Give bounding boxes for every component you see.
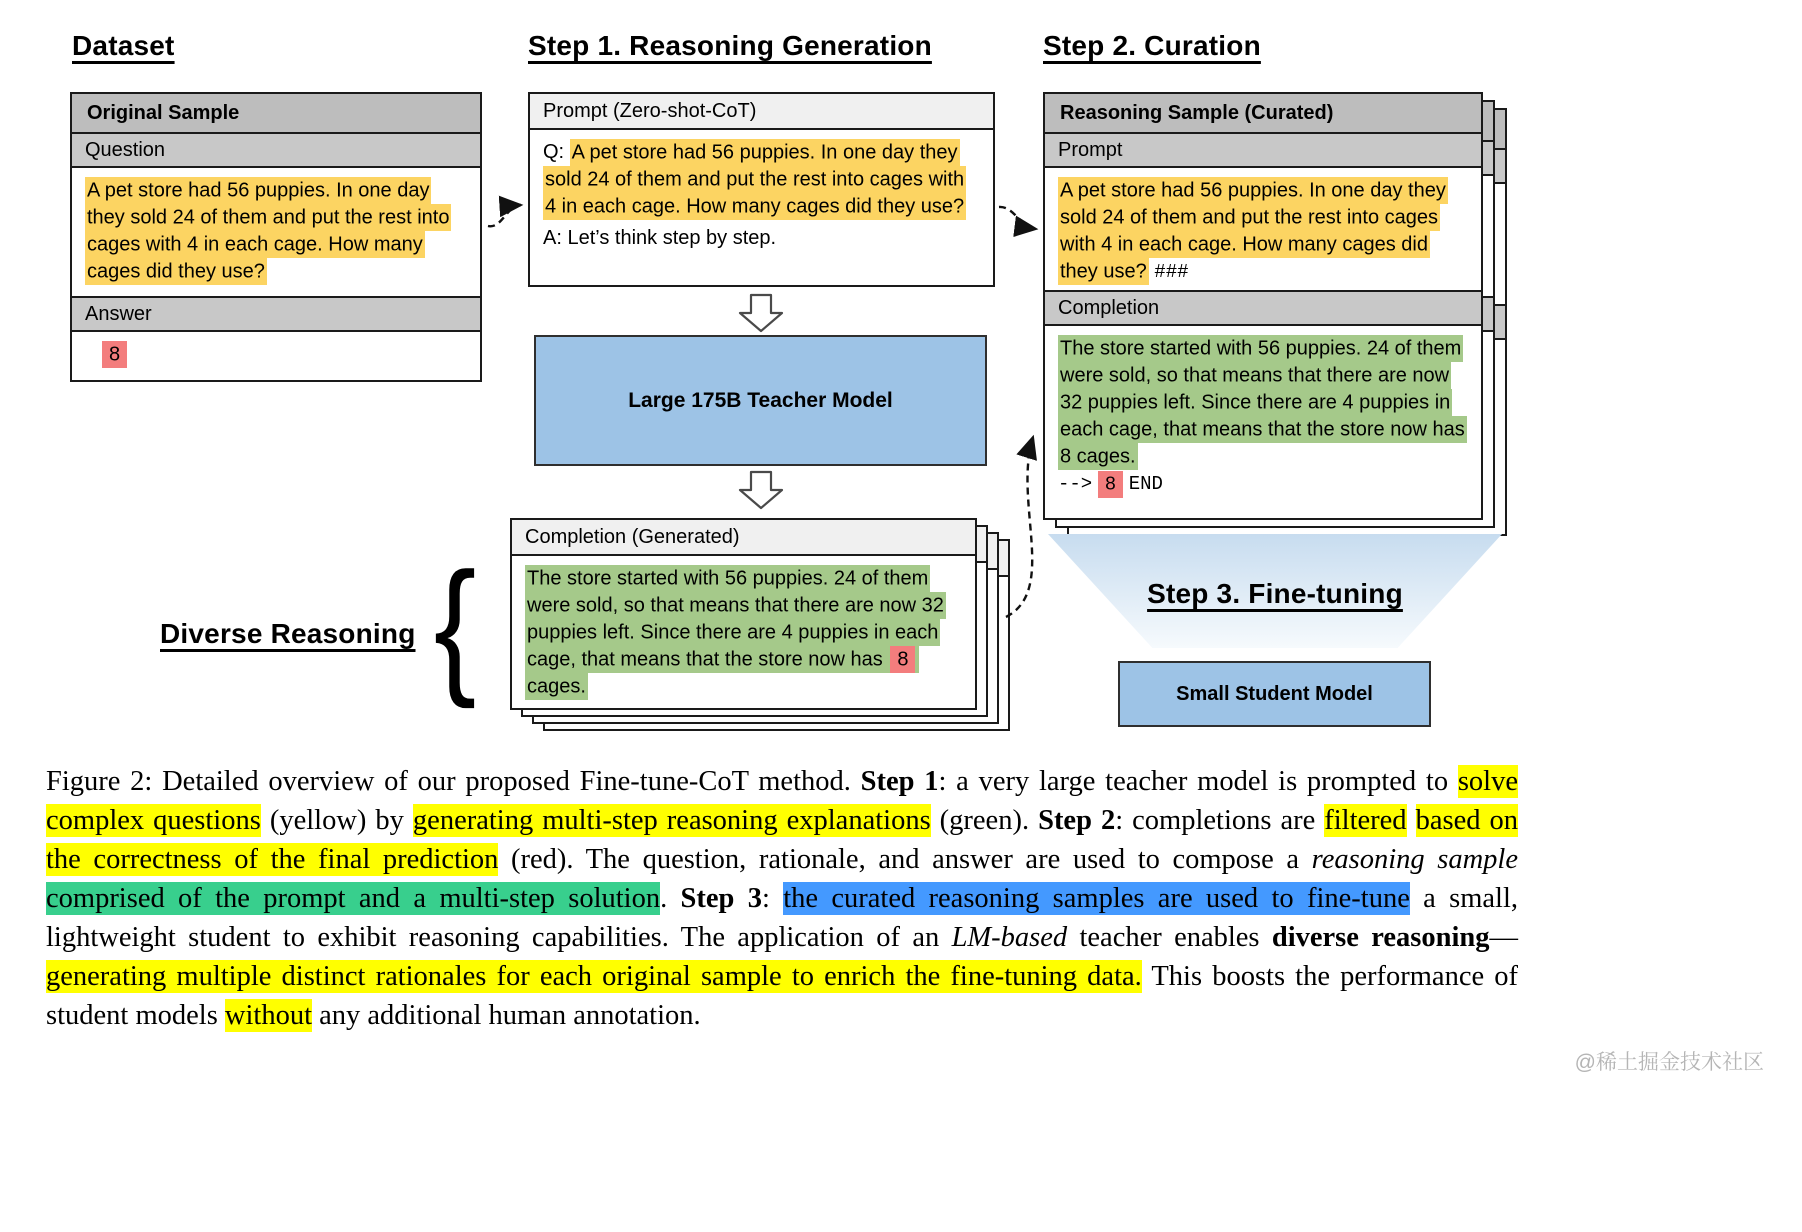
completion-generated-box xyxy=(510,518,977,710)
caption-segment-normal: (yellow) by xyxy=(260,805,413,836)
original-sample-box xyxy=(70,92,482,382)
curated-prompt-text: A pet store had 56 puppies. In one day they sold 24 of them and put the rest into cages with 4 in each cage. How many cages did they use? xyxy=(1058,177,1448,285)
question-label-text: Question xyxy=(85,138,166,161)
curated-prompt-label xyxy=(1045,134,1481,168)
step3-heading xyxy=(1048,578,1502,610)
caption-segment-italic: LM-based xyxy=(951,922,1068,953)
caption-segment-normal: : xyxy=(761,883,784,914)
caption-segment-yellow: based on the correctness of the final prediction xyxy=(46,805,1518,875)
caption-segment-normal: — xyxy=(1489,922,1518,953)
prompt-box-title-text: Prompt (Zero-shot-CoT) xyxy=(543,99,757,122)
q-prefix: Q: xyxy=(543,141,570,163)
caption-segment-normal: Figure 2: Detailed overview of our proposed Fine-tune-CoT method. xyxy=(46,766,861,797)
question-body xyxy=(72,168,480,298)
step1-heading-text: Step 1. Reasoning Generation xyxy=(528,30,932,61)
caption-segment-normal: teacher enables xyxy=(1067,922,1272,953)
question-text: A pet store had 56 puppies. In one day they sold 24 of them and put the rest into cages with 4 in each cage. How many cages did they use? xyxy=(85,177,451,285)
caption-segment-normal xyxy=(1407,805,1416,836)
caption-segment-yellow: generating multiple distinct rationales for each original sample to enrich the fine-tuning data. xyxy=(46,961,1142,992)
curated-prompt-label-text: Prompt xyxy=(1058,138,1123,161)
caption-segment-normal: any additional human annotation. xyxy=(312,1000,701,1031)
caption-segment-normal: . xyxy=(660,883,681,914)
prompt-box xyxy=(528,92,995,287)
caption-segment-normal: : completions are xyxy=(1115,805,1325,836)
completion-answer-value: 8 xyxy=(890,646,915,673)
prompt-box-body xyxy=(530,130,993,261)
caption-segment-bold: Step 3 xyxy=(680,883,762,914)
watermark: @稀土掘金技术社区 xyxy=(1574,1051,1764,1074)
caption-segment-yellow: generating multi-step reasoning explanations xyxy=(412,805,931,836)
dataset-heading xyxy=(72,30,175,62)
teacher-model-label: Large 175B Teacher Model xyxy=(628,388,893,412)
completion-text-pre: The store started with 56 puppies. 24 of them were sold, so that means that there are now 32 puppies left. Since there are 4 puppies in each cage, that means that the store now has xyxy=(525,565,946,673)
curated-completion-text: The store started with 56 puppies. 24 of them were sold, so that means that there are now 32 puppies left. Since there are 4 puppies in each cage, that means that the store now has 8 cages. xyxy=(1058,335,1467,470)
original-sample-title xyxy=(72,94,480,134)
curly-brace-glyph: { xyxy=(433,541,477,709)
caption-segment-normal: (red). The question, rationale, and answer are used to compose a xyxy=(498,844,1312,875)
caption-segment-normal: : a very large teacher model is prompted to xyxy=(938,766,1458,797)
completion-generated-body xyxy=(512,556,975,709)
curated-completion-body xyxy=(1045,326,1481,507)
cot-trigger-text: A: Let’s think step by step. xyxy=(543,227,777,249)
answer-label xyxy=(72,298,480,332)
caption-segment-normal: This boosts the performance of student models xyxy=(46,961,1518,1031)
prompt-delimiter: ### xyxy=(1154,261,1189,283)
reasoning-sample-title xyxy=(1045,94,1481,134)
question-label xyxy=(72,134,480,168)
student-model-label: Small Student Model xyxy=(1176,682,1373,705)
prompt-question-text: A pet store had 56 puppies. In one day they sold 24 of them and put the rest into cages with 4 in each cage. How many cages did they use? xyxy=(543,139,966,220)
answer-value: 8 xyxy=(102,341,127,368)
answer-arrow: --> xyxy=(1058,473,1093,495)
curated-completion-label-text: Completion xyxy=(1058,296,1160,319)
completion-to-step2-arrow xyxy=(1006,437,1033,617)
caption-segment-green: comprised of the prompt and a multi-step solution xyxy=(46,883,661,914)
curated-prompt-body xyxy=(1045,168,1481,292)
caption-segment-blue: the curated reasoning samples are used to fine-tune xyxy=(783,883,1410,914)
step2-heading xyxy=(1043,30,1261,62)
completion-text-post: cages. xyxy=(525,646,919,700)
step1-to-step2-arrow xyxy=(999,207,1036,229)
curated-completion-label xyxy=(1045,292,1481,326)
reasoning-sample-title-text: Reasoning Sample (Curated) xyxy=(1060,101,1334,124)
teacher-model-box xyxy=(534,335,987,466)
student-model-box xyxy=(1118,661,1431,727)
step2-heading-text: Step 2. Curation xyxy=(1043,30,1261,61)
answer-body xyxy=(72,332,480,377)
figure-caption xyxy=(46,762,1518,1035)
caption-segment-yellow: solve complex questions xyxy=(46,766,1519,836)
reasoning-sample-box xyxy=(1043,92,1483,520)
caption-segment-yellow: filtered xyxy=(1324,805,1407,836)
prompt-question-line xyxy=(543,139,980,220)
answer-label-text: Answer xyxy=(85,302,152,325)
caption-segment-italic: reasoning sample xyxy=(1311,844,1518,875)
curly-brace xyxy=(433,541,477,709)
diverse-reasoning-text: Diverse Reasoning xyxy=(160,618,416,649)
completion-generated-title xyxy=(512,520,975,556)
diverse-reasoning-label xyxy=(160,618,416,650)
caption-segment-yellow: without xyxy=(224,1000,312,1031)
caption-segment-normal: (green). xyxy=(930,805,1039,836)
end-token: END xyxy=(1128,473,1163,495)
dataset-to-step1-arrow xyxy=(488,205,521,226)
caption-segment-bold: Step 1 xyxy=(860,766,939,797)
caption-segment-bold: diverse reasoning xyxy=(1271,922,1490,953)
cot-trigger-line xyxy=(543,225,980,252)
step1-heading xyxy=(528,30,932,62)
original-sample-title-text: Original Sample xyxy=(87,101,240,124)
caption-segment-normal: a small, lightweight student to exhibit reasoning capabilities. The application of an xyxy=(46,883,1519,953)
dataset-heading-text: Dataset xyxy=(72,30,175,61)
completion-generated-title-text: Completion (Generated) xyxy=(525,525,740,548)
prompt-box-title xyxy=(530,94,993,130)
caption-segment-bold: Step 2 xyxy=(1038,805,1116,836)
step3-heading-text: Step 3. Fine-tuning xyxy=(1147,578,1403,609)
curated-answer-value: 8 xyxy=(1098,471,1123,498)
